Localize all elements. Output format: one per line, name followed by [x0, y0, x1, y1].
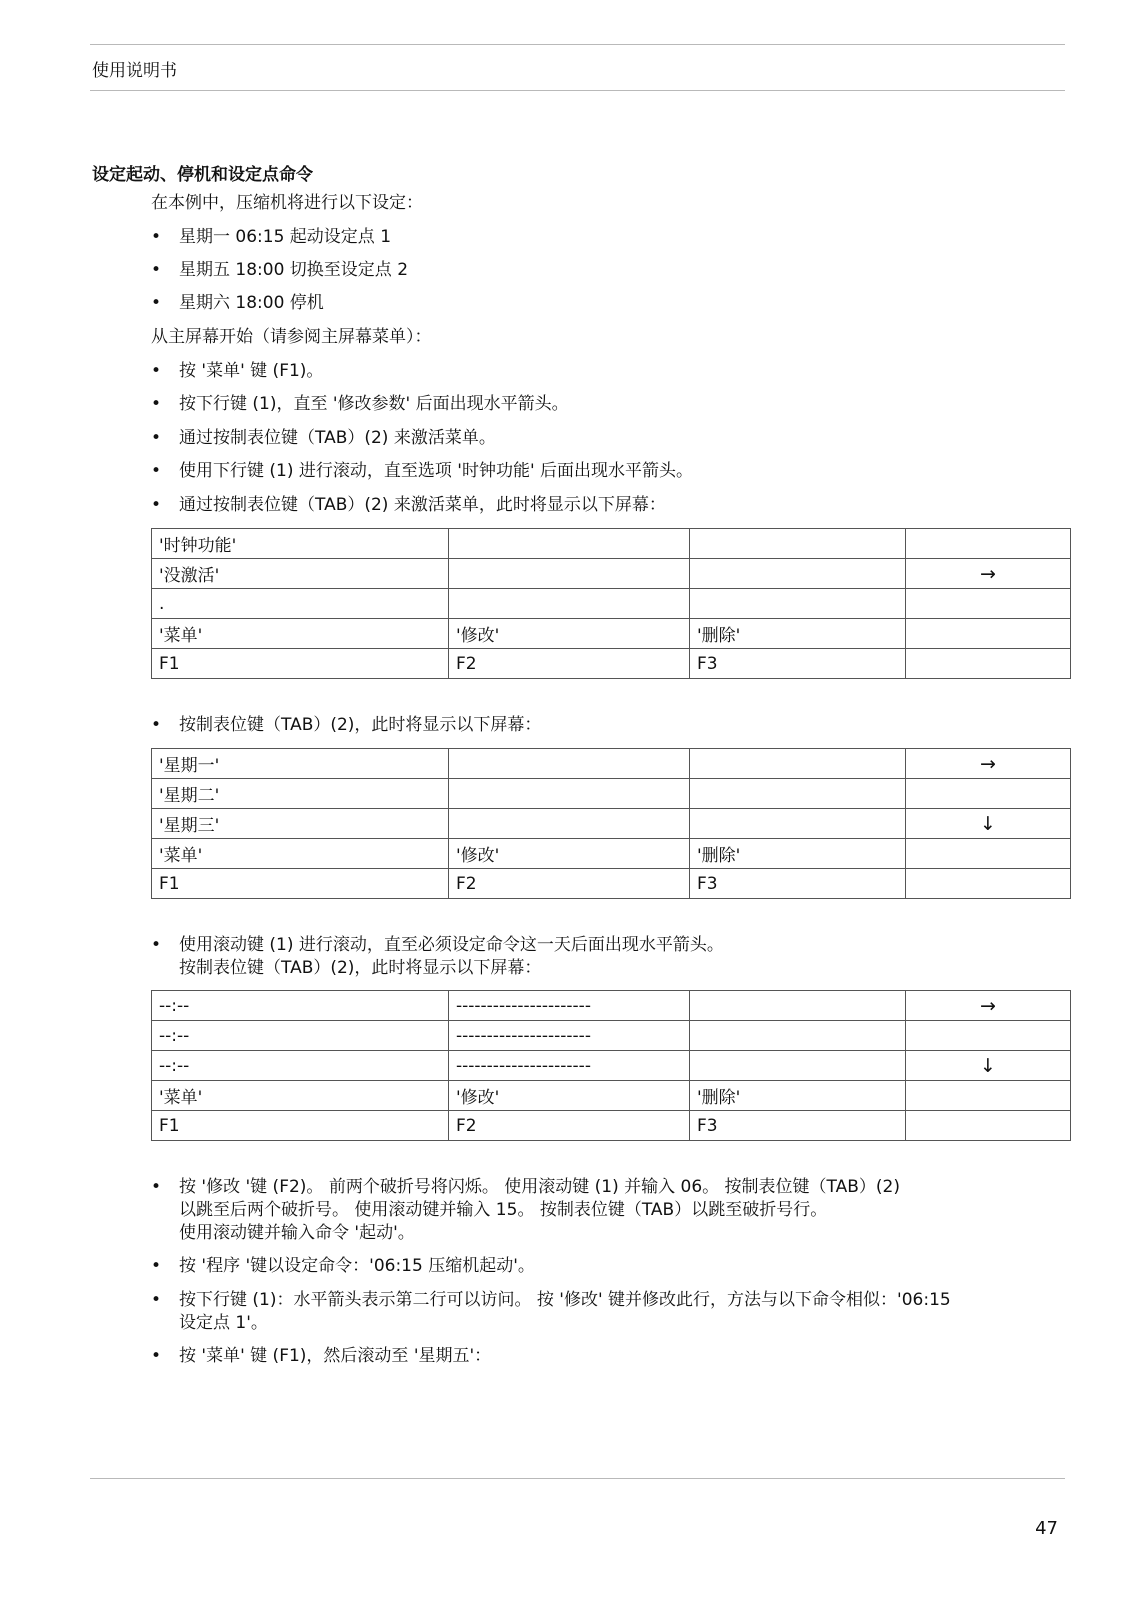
table-cell: '没激活': [152, 559, 449, 589]
table-cell: '删除': [690, 1081, 906, 1111]
table-cell: F2: [449, 649, 690, 679]
table-row: [152, 991, 1071, 1021]
table-row: [152, 1021, 1071, 1051]
table-row: [152, 649, 1071, 679]
bullet-icon: •: [151, 361, 162, 381]
from-main-text: 从主屏幕开始（请参阅主屏幕菜单）：: [151, 327, 432, 347]
table-cell: '菜单': [152, 1081, 449, 1111]
table-row: [152, 589, 1071, 619]
table-cell: [449, 779, 690, 809]
table-row: [152, 1111, 1071, 1141]
table-cell: '星期三': [152, 809, 449, 839]
table-cell: [449, 529, 690, 559]
table-cell: F3: [690, 649, 906, 679]
table-row: [152, 619, 1071, 649]
table-row: [152, 529, 1071, 559]
table-row: [152, 749, 1071, 779]
table-cell: '星期一': [152, 749, 449, 779]
table-cell: F3: [690, 869, 906, 899]
table-cell: [690, 809, 906, 839]
table-cell: ----------------------: [449, 991, 690, 1021]
table-cell: '删除': [690, 619, 906, 649]
table-row: [152, 559, 1071, 589]
table-cell: [690, 1021, 906, 1051]
table-row: [152, 1051, 1071, 1081]
bullet-icon: •: [151, 428, 162, 448]
table-cell: [449, 809, 690, 839]
table-cell: '修改': [449, 619, 690, 649]
table-cell: '菜单': [152, 839, 449, 869]
table-cell: '时钟功能': [152, 529, 449, 559]
bullet-icon: •: [151, 461, 162, 481]
table-cell: F1: [152, 1111, 449, 1141]
bullet-icon: •: [151, 227, 162, 247]
right-arrow-icon: →: [906, 991, 1071, 1021]
table-cell: F1: [152, 869, 449, 899]
table-cell: [906, 529, 1071, 559]
table-cell: '修改': [449, 839, 690, 869]
table-cell: [906, 1081, 1071, 1111]
bullet-icon: •: [151, 1346, 162, 1366]
table-cell: [690, 559, 906, 589]
table-cell: [449, 559, 690, 589]
table-cell: [906, 779, 1071, 809]
table-cell: [690, 1051, 906, 1081]
table-cell: '修改': [449, 1081, 690, 1111]
table-cell: --:--: [152, 1021, 449, 1051]
table-cell: [690, 749, 906, 779]
table-cell: F1: [152, 649, 449, 679]
table-cell: F2: [449, 1111, 690, 1141]
bullet-icon: •: [151, 715, 162, 735]
table-cell: .: [152, 589, 449, 619]
right-arrow-icon: →: [906, 749, 1071, 779]
right-arrow-icon: →: [906, 559, 1071, 589]
screen-table-clock-function: [151, 528, 1071, 679]
table-cell: [690, 529, 906, 559]
footer-rule: [90, 1478, 1065, 1479]
table-cell: [690, 589, 906, 619]
table-cell: [449, 589, 690, 619]
down-arrow-icon: ↓: [906, 1051, 1071, 1081]
table-cell: ----------------------: [449, 1021, 690, 1051]
bullet-icon: •: [151, 495, 162, 515]
page-number: 47: [1035, 1518, 1058, 1539]
table-cell: [449, 749, 690, 779]
bullet-icon: •: [151, 260, 162, 280]
table-cell: --:--: [152, 991, 449, 1021]
bullet-icon: •: [151, 1290, 162, 1310]
bullet-icon: •: [151, 935, 162, 955]
table-cell: F3: [690, 1111, 906, 1141]
intro-text: 在本例中，压缩机将进行以下设定：: [151, 193, 423, 213]
table-cell: '星期二': [152, 779, 449, 809]
table-cell: F2: [449, 869, 690, 899]
bullet-icon: •: [151, 1256, 162, 1276]
bullet-icon: •: [151, 394, 162, 414]
table-row: [152, 1081, 1071, 1111]
table-cell: [906, 589, 1071, 619]
table-cell: [906, 649, 1071, 679]
screen-table-commands: [151, 990, 1071, 1141]
table-row: [152, 779, 1071, 809]
section-title: 设定起动、停机和设定点命令: [92, 165, 313, 185]
table-cell: [906, 839, 1071, 869]
header-title: 使用说明书: [92, 61, 177, 81]
table-cell: [906, 1021, 1071, 1051]
table-cell: [906, 869, 1071, 899]
bullet-icon: •: [151, 293, 162, 313]
table-cell: '菜单': [152, 619, 449, 649]
screen-table-weekdays: [151, 748, 1071, 899]
header-top-rule: [90, 44, 1065, 45]
table-cell: [906, 1111, 1071, 1141]
table-row: [152, 839, 1071, 869]
table-cell: [906, 619, 1071, 649]
table-row: [152, 809, 1071, 839]
header-bottom-rule: [90, 90, 1065, 91]
table-cell: ----------------------: [449, 1051, 690, 1081]
table-cell: [690, 779, 906, 809]
table-cell: '删除': [690, 839, 906, 869]
bullet-icon: •: [151, 1177, 162, 1197]
table-cell: --:--: [152, 1051, 449, 1081]
table-cell: [690, 991, 906, 1021]
down-arrow-icon: ↓: [906, 809, 1071, 839]
table-row: [152, 869, 1071, 899]
